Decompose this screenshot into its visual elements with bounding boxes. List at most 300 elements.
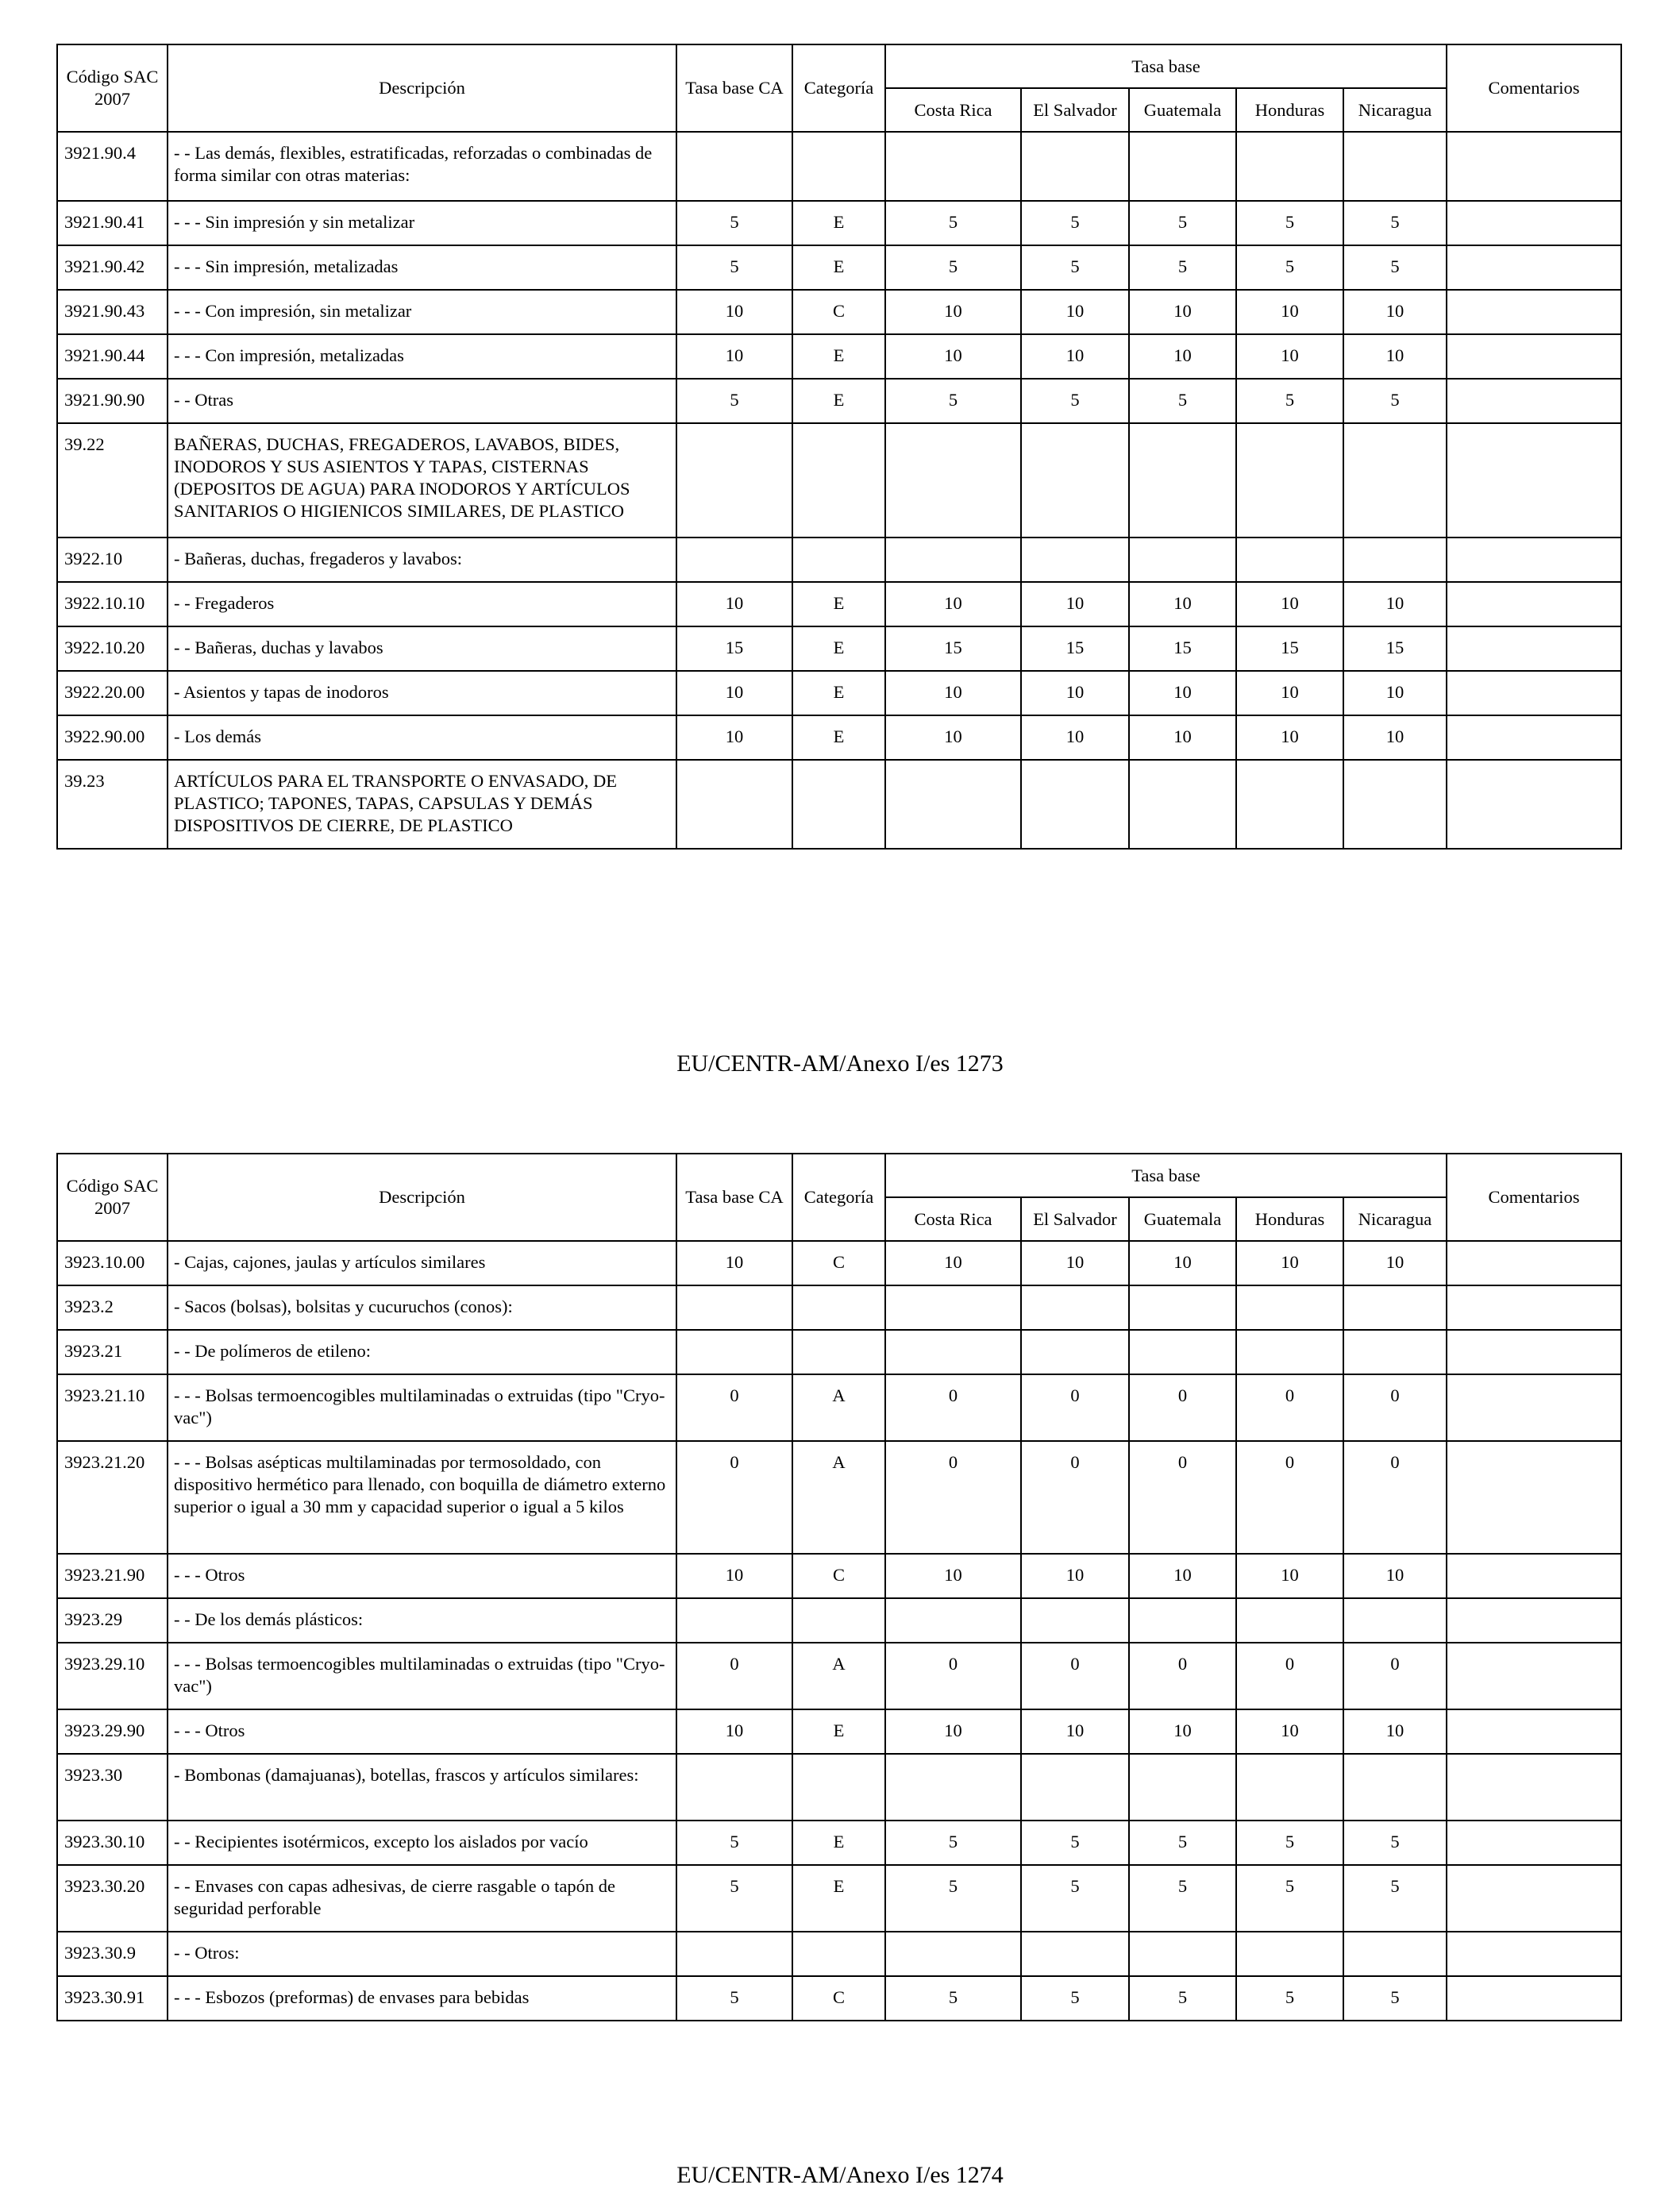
cell-description: - - Otros: <box>168 1932 676 1976</box>
cell-guatemala: 0 <box>1129 1374 1236 1441</box>
cell-category: C <box>792 1241 885 1285</box>
cell-costa-rica <box>885 1754 1021 1821</box>
cell-category: C <box>792 1554 885 1598</box>
cell-guatemala <box>1129 132 1236 201</box>
cell-costa-rica <box>885 132 1021 201</box>
cell-nicaragua: 5 <box>1343 1821 1447 1865</box>
cell-category <box>792 760 885 849</box>
cell-comments <box>1447 538 1621 582</box>
cell-guatemala: 5 <box>1129 379 1236 423</box>
cell-base-rate-ca: 5 <box>676 245 792 290</box>
cell-el-salvador: 10 <box>1021 334 1129 379</box>
cell-guatemala: 0 <box>1129 1643 1236 1709</box>
cell-description: - Bañeras, duchas, fregaderos y lavabos: <box>168 538 676 582</box>
cell-costa-rica: 0 <box>885 1643 1021 1709</box>
header-base-rate: Tasa base <box>885 44 1447 88</box>
cell-guatemala: 5 <box>1129 201 1236 245</box>
cell-guatemala <box>1129 1330 1236 1374</box>
cell-comments <box>1447 1932 1621 1976</box>
cell-el-salvador <box>1021 1598 1129 1643</box>
cell-code: 3923.21 <box>57 1330 168 1374</box>
cell-code: 3923.21.20 <box>57 1441 168 1554</box>
cell-costa-rica <box>885 423 1021 538</box>
cell-honduras: 5 <box>1236 245 1343 290</box>
cell-description: - Sacos (bolsas), bolsitas y cucuruchos (conos): <box>168 1285 676 1330</box>
cell-guatemala <box>1129 1285 1236 1330</box>
header-code: Código SAC 2007 <box>57 44 168 132</box>
cell-honduras: 5 <box>1236 1821 1343 1865</box>
cell-nicaragua <box>1343 423 1447 538</box>
cell-base-rate-ca: 5 <box>676 379 792 423</box>
cell-honduras <box>1236 1932 1343 1976</box>
table-row <box>57 671 1621 715</box>
cell-nicaragua: 10 <box>1343 582 1447 626</box>
cell-costa-rica: 5 <box>885 1821 1021 1865</box>
cell-honduras: 10 <box>1236 582 1343 626</box>
cell-costa-rica: 10 <box>885 290 1021 334</box>
cell-el-salvador: 10 <box>1021 1554 1129 1598</box>
cell-base-rate-ca <box>676 1598 792 1643</box>
header-nicaragua: Nicaragua <box>1343 88 1447 132</box>
cell-comments <box>1447 1976 1621 2021</box>
cell-costa-rica: 5 <box>885 1865 1021 1932</box>
cell-nicaragua: 10 <box>1343 671 1447 715</box>
table-row <box>57 1554 1621 1598</box>
cell-nicaragua: 0 <box>1343 1374 1447 1441</box>
header-base-rate-ca: Tasa base CA <box>676 44 792 132</box>
cell-el-salvador <box>1021 760 1129 849</box>
cell-category: E <box>792 1709 885 1754</box>
cell-guatemala <box>1129 538 1236 582</box>
table-row <box>57 760 1621 849</box>
cell-nicaragua: 5 <box>1343 201 1447 245</box>
cell-comments <box>1447 334 1621 379</box>
tariff-table-2 <box>56 1153 1622 2021</box>
cell-description: - - - Bolsas termoencogibles multilaminadas o extruidas (tipo "Cryo-vac") <box>168 1643 676 1709</box>
cell-honduras: 0 <box>1236 1643 1343 1709</box>
cell-costa-rica: 15 <box>885 626 1021 671</box>
cell-nicaragua <box>1343 1330 1447 1374</box>
cell-costa-rica <box>885 1598 1021 1643</box>
cell-category <box>792 423 885 538</box>
cell-guatemala: 5 <box>1129 245 1236 290</box>
cell-honduras: 5 <box>1236 201 1343 245</box>
header-el-salvador: El Salvador <box>1021 88 1129 132</box>
cell-nicaragua: 10 <box>1343 1709 1447 1754</box>
cell-el-salvador <box>1021 132 1129 201</box>
cell-comments <box>1447 1330 1621 1374</box>
cell-honduras <box>1236 538 1343 582</box>
cell-honduras: 10 <box>1236 1709 1343 1754</box>
cell-description: ARTÍCULOS PARA EL TRANSPORTE O ENVASADO, DE PLASTICO; TAPONES, TAPAS, CAPSULAS Y DEMÁS DISPOSITIVOS DE CIERRE, DE PLASTICO <box>168 760 676 849</box>
cell-description: - - - Esbozos (preformas) de envases para bebidas <box>168 1976 676 2021</box>
header-description: Descripción <box>168 1154 676 1241</box>
cell-description: - - De los demás plásticos: <box>168 1598 676 1643</box>
cell-el-salvador: 0 <box>1021 1643 1129 1709</box>
cell-base-rate-ca <box>676 1754 792 1821</box>
cell-comments <box>1447 626 1621 671</box>
cell-costa-rica: 10 <box>885 715 1021 760</box>
cell-honduras <box>1236 1598 1343 1643</box>
cell-el-salvador <box>1021 423 1129 538</box>
cell-nicaragua <box>1343 1598 1447 1643</box>
cell-category: E <box>792 1865 885 1932</box>
cell-el-salvador: 15 <box>1021 626 1129 671</box>
cell-comments <box>1447 1709 1621 1754</box>
cell-code: 39.23 <box>57 760 168 849</box>
cell-el-salvador: 10 <box>1021 582 1129 626</box>
table-row <box>57 423 1621 538</box>
cell-code: 3921.90.42 <box>57 245 168 290</box>
cell-description: - - De polímeros de etileno: <box>168 1330 676 1374</box>
cell-base-rate-ca: 15 <box>676 626 792 671</box>
table-row <box>57 379 1621 423</box>
cell-category: E <box>792 245 885 290</box>
cell-nicaragua: 10 <box>1343 1554 1447 1598</box>
cell-guatemala <box>1129 1754 1236 1821</box>
cell-comments <box>1447 715 1621 760</box>
table-row <box>57 1285 1621 1330</box>
cell-honduras: 10 <box>1236 334 1343 379</box>
table-1-body <box>57 132 1621 849</box>
cell-description: - - - Con impresión, metalizadas <box>168 334 676 379</box>
cell-category: E <box>792 715 885 760</box>
table-row <box>57 1330 1621 1374</box>
cell-code: 3921.90.4 <box>57 132 168 201</box>
cell-description: BAÑERAS, DUCHAS, FREGADEROS, LAVABOS, BIDES, INODOROS Y SUS ASIENTOS Y TAPAS, CISTERNAS (DEPOSITOS DE AGUA) PARA INODOROS Y ARTÍCULOS SANITARIOS O HIGIENICOS SIMILARES, DE PLASTICO <box>168 423 676 538</box>
header-base-rate: Tasa base <box>885 1154 1447 1197</box>
cell-code: 3923.29 <box>57 1598 168 1643</box>
table-row <box>57 715 1621 760</box>
cell-comments <box>1447 290 1621 334</box>
cell-description: - - - Bolsas termoencogibles multilaminadas o extruidas (tipo "Cryo-vac") <box>168 1374 676 1441</box>
cell-honduras <box>1236 423 1343 538</box>
table-row <box>57 1865 1621 1932</box>
cell-code: 3922.90.00 <box>57 715 168 760</box>
cell-comments <box>1447 671 1621 715</box>
table-row <box>57 132 1621 201</box>
cell-nicaragua: 15 <box>1343 626 1447 671</box>
cell-description: - - - Con impresión, sin metalizar <box>168 290 676 334</box>
cell-description: - - Fregaderos <box>168 582 676 626</box>
cell-comments <box>1447 245 1621 290</box>
cell-el-salvador <box>1021 538 1129 582</box>
header-honduras: Honduras <box>1236 88 1343 132</box>
header-el-salvador: El Salvador <box>1021 1197 1129 1241</box>
cell-nicaragua: 10 <box>1343 334 1447 379</box>
cell-costa-rica: 10 <box>885 1709 1021 1754</box>
cell-el-salvador: 5 <box>1021 379 1129 423</box>
cell-el-salvador: 0 <box>1021 1441 1129 1554</box>
table-row <box>57 1598 1621 1643</box>
cell-honduras: 10 <box>1236 1554 1343 1598</box>
cell-code: 3921.90.44 <box>57 334 168 379</box>
cell-honduras <box>1236 1330 1343 1374</box>
cell-description: - - Las demás, flexibles, estratificadas, reforzadas o combinadas de forma similar con otras materias: <box>168 132 676 201</box>
cell-category: E <box>792 1821 885 1865</box>
cell-nicaragua <box>1343 760 1447 849</box>
cell-costa-rica <box>885 538 1021 582</box>
table-row <box>57 626 1621 671</box>
cell-category <box>792 1754 885 1821</box>
cell-code: 3923.30.20 <box>57 1865 168 1932</box>
cell-base-rate-ca: 10 <box>676 582 792 626</box>
header-guatemala: Guatemala <box>1129 88 1236 132</box>
table-row <box>57 1976 1621 2021</box>
cell-code: 3922.10.10 <box>57 582 168 626</box>
cell-base-rate-ca: 10 <box>676 715 792 760</box>
tariff-table-1 <box>56 44 1622 850</box>
cell-code: 3921.90.90 <box>57 379 168 423</box>
cell-honduras: 10 <box>1236 671 1343 715</box>
cell-el-salvador: 10 <box>1021 1709 1129 1754</box>
cell-honduras <box>1236 1754 1343 1821</box>
cell-nicaragua: 5 <box>1343 379 1447 423</box>
cell-nicaragua: 10 <box>1343 715 1447 760</box>
page-footer: EU/CENTR-AM/Anexo I/es 1273 <box>676 1050 1004 1077</box>
cell-code: 3923.21.90 <box>57 1554 168 1598</box>
cell-costa-rica: 5 <box>885 379 1021 423</box>
table-row <box>57 1932 1621 1976</box>
cell-guatemala: 0 <box>1129 1441 1236 1554</box>
header-costa-rica: Costa Rica <box>885 88 1021 132</box>
header-description: Descripción <box>168 44 676 132</box>
cell-description: - Asientos y tapas de inodoros <box>168 671 676 715</box>
cell-el-salvador: 10 <box>1021 290 1129 334</box>
cell-category: A <box>792 1441 885 1554</box>
cell-category: E <box>792 334 885 379</box>
cell-comments <box>1447 379 1621 423</box>
cell-el-salvador: 5 <box>1021 1821 1129 1865</box>
cell-comments <box>1447 1643 1621 1709</box>
cell-comments <box>1447 1754 1621 1821</box>
cell-code: 3921.90.43 <box>57 290 168 334</box>
cell-description: - Bombonas (damajuanas), botellas, frascos y artículos similares: <box>168 1754 676 1821</box>
table-row <box>57 245 1621 290</box>
cell-guatemala: 10 <box>1129 290 1236 334</box>
table-row <box>57 1441 1621 1554</box>
table-row <box>57 201 1621 245</box>
cell-costa-rica <box>885 1932 1021 1976</box>
cell-category: A <box>792 1374 885 1441</box>
cell-nicaragua <box>1343 132 1447 201</box>
cell-code: 3923.21.10 <box>57 1374 168 1441</box>
table-row <box>57 538 1621 582</box>
header-category: Categoría <box>792 44 885 132</box>
cell-guatemala <box>1129 1598 1236 1643</box>
cell-el-salvador: 0 <box>1021 1374 1129 1441</box>
header-costa-rica: Costa Rica <box>885 1197 1021 1241</box>
cell-el-salvador <box>1021 1932 1129 1976</box>
table-row <box>57 1821 1621 1865</box>
cell-guatemala: 10 <box>1129 1709 1236 1754</box>
header-category: Categoría <box>792 1154 885 1241</box>
cell-base-rate-ca: 0 <box>676 1643 792 1709</box>
cell-guatemala <box>1129 1932 1236 1976</box>
cell-base-rate-ca: 5 <box>676 201 792 245</box>
cell-base-rate-ca <box>676 760 792 849</box>
cell-base-rate-ca: 10 <box>676 1709 792 1754</box>
cell-code: 3922.20.00 <box>57 671 168 715</box>
cell-el-salvador <box>1021 1754 1129 1821</box>
cell-comments <box>1447 1554 1621 1598</box>
cell-honduras: 0 <box>1236 1441 1343 1554</box>
header-honduras: Honduras <box>1236 1197 1343 1241</box>
header-base-rate-ca: Tasa base CA <box>676 1154 792 1241</box>
cell-el-salvador: 10 <box>1021 715 1129 760</box>
cell-code: 3923.29.90 <box>57 1709 168 1754</box>
cell-nicaragua: 0 <box>1343 1441 1447 1554</box>
cell-base-rate-ca: 5 <box>676 1865 792 1932</box>
cell-honduras: 5 <box>1236 1865 1343 1932</box>
cell-comments <box>1447 1821 1621 1865</box>
cell-description: - Los demás <box>168 715 676 760</box>
cell-costa-rica <box>885 1285 1021 1330</box>
cell-description: - - - Sin impresión, metalizadas <box>168 245 676 290</box>
cell-el-salvador: 5 <box>1021 1976 1129 2021</box>
cell-description: - - - Otros <box>168 1554 676 1598</box>
header-comments: Comentarios <box>1447 1154 1621 1241</box>
cell-guatemala <box>1129 423 1236 538</box>
cell-description: - - Envases con capas adhesivas, de cierre rasgable o tapón de seguridad perforable <box>168 1865 676 1932</box>
table-row <box>57 1643 1621 1709</box>
cell-comments <box>1447 1241 1621 1285</box>
cell-description: - - Bañeras, duchas y lavabos <box>168 626 676 671</box>
cell-comments <box>1447 1865 1621 1932</box>
cell-honduras: 10 <box>1236 715 1343 760</box>
cell-costa-rica <box>885 760 1021 849</box>
cell-base-rate-ca: 10 <box>676 1241 792 1285</box>
cell-costa-rica: 5 <box>885 245 1021 290</box>
cell-comments <box>1447 1374 1621 1441</box>
cell-guatemala: 10 <box>1129 1241 1236 1285</box>
cell-guatemala: 10 <box>1129 715 1236 760</box>
cell-el-salvador <box>1021 1330 1129 1374</box>
header-guatemala: Guatemala <box>1129 1197 1236 1241</box>
cell-el-salvador: 10 <box>1021 671 1129 715</box>
cell-base-rate-ca: 5 <box>676 1976 792 2021</box>
cell-category: E <box>792 626 885 671</box>
cell-comments <box>1447 132 1621 201</box>
cell-guatemala: 5 <box>1129 1976 1236 2021</box>
cell-comments <box>1447 423 1621 538</box>
table-row <box>57 334 1621 379</box>
header-comments: Comentarios <box>1447 44 1621 132</box>
table-row <box>57 1754 1621 1821</box>
cell-code: 3923.30.9 <box>57 1932 168 1976</box>
cell-costa-rica: 10 <box>885 582 1021 626</box>
cell-code: 3923.29.10 <box>57 1643 168 1709</box>
cell-honduras <box>1236 132 1343 201</box>
cell-el-salvador: 5 <box>1021 245 1129 290</box>
cell-category <box>792 538 885 582</box>
cell-category <box>792 1285 885 1330</box>
cell-costa-rica: 10 <box>885 1554 1021 1598</box>
cell-base-rate-ca <box>676 132 792 201</box>
cell-nicaragua: 5 <box>1343 245 1447 290</box>
cell-base-rate-ca: 0 <box>676 1374 792 1441</box>
table-row <box>57 1241 1621 1285</box>
cell-comments <box>1447 1285 1621 1330</box>
cell-base-rate-ca <box>676 423 792 538</box>
cell-description: - - - Otros <box>168 1709 676 1754</box>
cell-costa-rica: 5 <box>885 201 1021 245</box>
cell-el-salvador: 10 <box>1021 1241 1129 1285</box>
cell-costa-rica: 0 <box>885 1441 1021 1554</box>
cell-costa-rica: 10 <box>885 1241 1021 1285</box>
cell-category <box>792 1932 885 1976</box>
cell-category <box>792 1330 885 1374</box>
cell-guatemala: 5 <box>1129 1865 1236 1932</box>
cell-nicaragua <box>1343 1754 1447 1821</box>
cell-description: - Cajas, cajones, jaulas y artículos similares <box>168 1241 676 1285</box>
cell-base-rate-ca: 5 <box>676 1821 792 1865</box>
cell-guatemala: 15 <box>1129 626 1236 671</box>
cell-code: 3922.10 <box>57 538 168 582</box>
cell-comments <box>1447 760 1621 849</box>
cell-guatemala: 10 <box>1129 1554 1236 1598</box>
table-2-body <box>57 1241 1621 2021</box>
cell-code: 3923.2 <box>57 1285 168 1330</box>
cell-category <box>792 132 885 201</box>
cell-guatemala: 5 <box>1129 1821 1236 1865</box>
cell-nicaragua: 10 <box>1343 290 1447 334</box>
cell-code: 39.22 <box>57 423 168 538</box>
table-row <box>57 290 1621 334</box>
cell-category <box>792 1598 885 1643</box>
cell-nicaragua <box>1343 1285 1447 1330</box>
cell-nicaragua: 10 <box>1343 1241 1447 1285</box>
cell-honduras: 0 <box>1236 1374 1343 1441</box>
cell-nicaragua <box>1343 538 1447 582</box>
cell-base-rate-ca <box>676 538 792 582</box>
cell-costa-rica: 5 <box>885 1976 1021 2021</box>
cell-base-rate-ca: 0 <box>676 1441 792 1554</box>
cell-comments <box>1447 582 1621 626</box>
cell-honduras <box>1236 1285 1343 1330</box>
cell-costa-rica: 10 <box>885 334 1021 379</box>
cell-comments <box>1447 201 1621 245</box>
cell-honduras <box>1236 760 1343 849</box>
table-row <box>57 1374 1621 1441</box>
cell-nicaragua: 0 <box>1343 1643 1447 1709</box>
header-code: Código SAC 2007 <box>57 1154 168 1241</box>
cell-base-rate-ca <box>676 1330 792 1374</box>
cell-honduras: 5 <box>1236 379 1343 423</box>
cell-comments <box>1447 1598 1621 1643</box>
cell-code: 3923.10.00 <box>57 1241 168 1285</box>
cell-el-salvador: 5 <box>1021 201 1129 245</box>
cell-base-rate-ca: 10 <box>676 290 792 334</box>
cell-guatemala: 10 <box>1129 582 1236 626</box>
cell-honduras: 10 <box>1236 290 1343 334</box>
cell-description: - - Recipientes isotérmicos, excepto los aislados por vacío <box>168 1821 676 1865</box>
cell-nicaragua: 5 <box>1343 1865 1447 1932</box>
cell-base-rate-ca: 10 <box>676 671 792 715</box>
cell-costa-rica <box>885 1330 1021 1374</box>
cell-costa-rica: 10 <box>885 671 1021 715</box>
cell-honduras: 10 <box>1236 1241 1343 1285</box>
cell-base-rate-ca: 10 <box>676 1554 792 1598</box>
cell-comments <box>1447 1441 1621 1554</box>
cell-el-salvador <box>1021 1285 1129 1330</box>
table-row <box>57 1709 1621 1754</box>
cell-code: 3923.30.10 <box>57 1821 168 1865</box>
cell-category: A <box>792 1643 885 1709</box>
cell-code: 3923.30.91 <box>57 1976 168 2021</box>
cell-description: - - - Sin impresión y sin metalizar <box>168 201 676 245</box>
cell-code: 3922.10.20 <box>57 626 168 671</box>
